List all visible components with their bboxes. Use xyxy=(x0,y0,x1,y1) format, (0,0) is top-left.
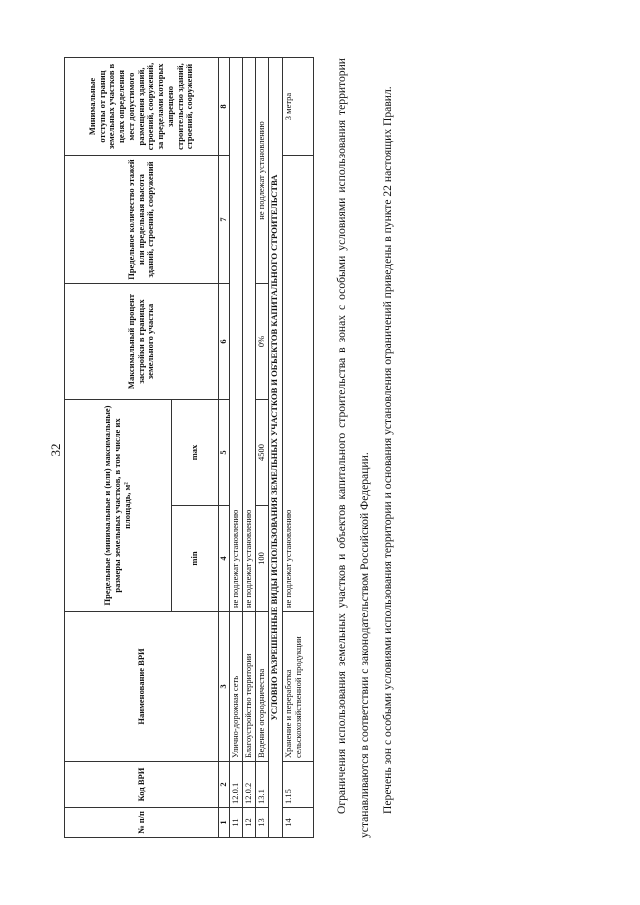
column-numbers-row xyxy=(219,58,230,838)
row-num: 14 xyxy=(283,808,314,838)
row-name: Хранение и переработка сельскохозяйственной продукции xyxy=(283,612,314,762)
row-merged-value: не подлежат установлению xyxy=(243,58,256,612)
col-number: 1 xyxy=(219,808,230,838)
row-merged-value: не подлежат установлению xyxy=(283,156,314,612)
paragraph: Ограничения использования земельных участков и объектов капитального строительства в зонах с особыми условиями использования территории устанавливаются в соответствии с законодательством Российской Федерации. xyxy=(335,58,371,838)
table-row xyxy=(283,58,314,838)
row-merged-value: не подлежат установлению xyxy=(230,58,243,612)
header-floors: Предельное количество этажей или предельная высота зданий, строений, сооружений xyxy=(65,156,219,284)
row-num: 11 xyxy=(230,808,243,838)
header-percent: Максимальный процент застройки в границах земельного участка xyxy=(65,284,219,400)
row-name: Благоустройство территории xyxy=(243,612,256,762)
header-max: max xyxy=(172,400,219,506)
row-name: Улично-дорожная сеть xyxy=(230,612,243,762)
col-number: 8 xyxy=(219,58,230,156)
row-code: 12.0.1 xyxy=(230,762,243,808)
paragraph: Перечень зон с особыми условиями использования территории и основания установления ограничений приведены в пункте 22 настоящих Правил. xyxy=(381,86,394,814)
col-number: 7 xyxy=(219,156,230,284)
header-num: № п/п xyxy=(65,808,219,838)
header-min: min xyxy=(172,506,219,612)
row-num: 12 xyxy=(243,808,256,838)
col-number: 2 xyxy=(219,762,230,808)
row-floors-setback: не подлежат установлению xyxy=(256,58,269,284)
body-text xyxy=(330,58,399,838)
row-code: 12.0.2 xyxy=(243,762,256,808)
row-percent: 0% xyxy=(256,284,269,400)
col-number: 4 xyxy=(219,506,230,612)
section-title: УСЛОВНО РАЗРЕШЕННЫЕ ВИДЫ ИСПОЛЬЗОВАНИЯ ЗЕМЕЛЬНЫХ УЧАСТКОВ И ОБЪЕКТОВ КАПИТАЛЬНОГО СТРОИТЕЛЬСТВА xyxy=(269,58,283,838)
col-number: 5 xyxy=(219,400,230,506)
header-sizes: Предельные (минимальные и (или) максимальные) размеры земельных участков, в том числе их площадь, м² xyxy=(65,400,172,612)
header-name: Наименование ВРИ xyxy=(65,612,219,762)
row-max: 4500 xyxy=(256,400,269,506)
col-number: 6 xyxy=(219,284,230,400)
row-code: 1.15 xyxy=(283,762,314,808)
row-code: 13.1 xyxy=(256,762,269,808)
section-row xyxy=(269,58,283,838)
table-row xyxy=(256,58,269,838)
row-name: Ведение огородничества xyxy=(256,612,269,762)
page-number: 32 xyxy=(48,443,63,457)
header-code: Код ВРИ xyxy=(65,762,219,808)
zoning-table xyxy=(64,57,314,838)
rotated-content xyxy=(64,58,584,838)
header-setback: Минимальные отступы от границ земельных участков в целях определения мест допустимого размещения зданий, строений, сооружений, за пределами которых запрещено строительство зданий, строений, сооружений xyxy=(65,58,219,156)
table-row xyxy=(243,58,256,838)
row-setback: 3 метра xyxy=(283,58,314,156)
col-number: 3 xyxy=(219,612,230,762)
row-min: 100 xyxy=(256,506,269,612)
table-row xyxy=(230,58,243,838)
row-num: 13 xyxy=(256,808,269,838)
